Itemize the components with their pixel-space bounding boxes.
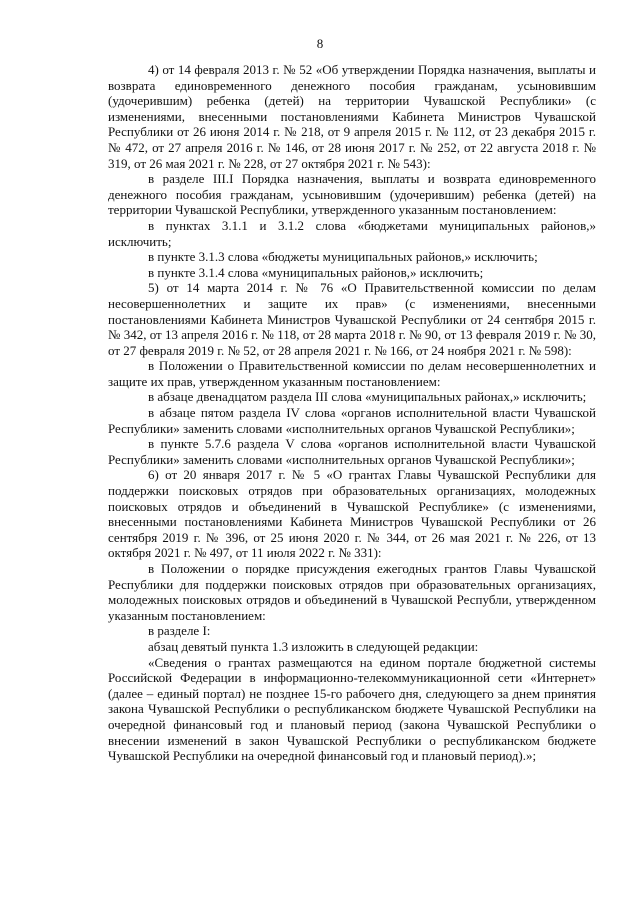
paragraph: 4) от 14 февраля 2013 г. № 52 «Об утверждении Порядка назначения, выплаты и возврата единовременного денежного пособия гражданам, усыновившим (удочерившим) ребенка (детей) на территории Чувашской Республики» (с изменениями, внесенными постановлениями Кабинета Министров Чувашской Республики от 26 июня 2014 г. № 218, от 9 апреля 2015 г. № 112, от 23 декабря 2015 г. № 472, от 27 апреля 2016 г. № 146, от 28 июня 2017 г. № 252, от 22 августа 2018 г. № 319, от 26 мая 2021 г. № 228, от 27 октября 2021 г. № 543): xyxy=(108,62,596,171)
paragraph: «Сведения о грантах размещаются на едином портале бюджетной системы Российской Федерации в информационно-телекоммуникационной сети «Интернет» (далее – единый портал) не позднее 15-го рабочего дня, следующего за днем принятия закона Чувашской Республики о республиканском бюджете Чувашской Республики на очередной финансовый год и плановый период (закона Чувашской Республики о внесении изменений в закон Чувашской Республики о республиканском бюджете Чувашской Республики на очередной финансовый год и плановый период).»; xyxy=(108,654,596,764)
paragraph: в Положении о порядке присуждения ежегодных грантов Главы Чувашской Республики для поддержки поисковых отрядов при образовательных организациях, молодежных поисковых отрядов и объединений в Чувашской Республи, утвержденном указанным постановлением: xyxy=(108,561,596,623)
paragraph: 5) от 14 марта 2014 г. № 76 «О Правительственной комиссии по делам несовершеннолетних и защите их прав» (с изменениями, внесенными постановлениями Кабинета Министров Чувашской Республики от 24 сентября 2015 г. № 342, от 13 апреля 2016 г. № 118, от 28 марта 2018 г. № 90, от 13 февраля 2019 г. № 30, от 27 февраля 2019 г. № 52, от 28 апреля 2021 г. № 166, от 24 ноября 2021 г. № 598): xyxy=(108,280,596,358)
paragraph: в пункте 3.1.4 слова «муниципальных районов,» исключить; xyxy=(148,264,484,280)
paragraph: в абзаце пятом раздела IV слова «органов исполнительной власти Чувашской Республики» заменить словами «исполнительных органов Чувашской Республики»; xyxy=(108,405,596,436)
paragraph: в пункте 3.1.3 слова «бюджеты муниципальных районов,» исключить; xyxy=(148,249,538,265)
paragraph: в пункте 5.7.6 раздела V слова «органов исполнительной власти Чувашской Республики» заменить словами «исполнительных органов Чувашской Республики»; xyxy=(108,436,596,467)
document-body xyxy=(108,62,596,764)
paragraph: в пунктах 3.1.1 и 3.1.2 слова «бюджетами муниципальных районов,» исключить; xyxy=(108,217,596,249)
paragraph: в разделе III.I Порядка назначения, выплаты и возврата единовременного денежного пособия гражданам, усыновившим (удочерившим) ребенка (детей) на территории Чувашской Республики, утвержденного указанным постановлением: xyxy=(108,171,596,218)
paragraph: 6) от 20 января 2017 г. № 5 «О грантах Главы Чувашской Республики для поддержки поисковых отрядов при образовательных организациях, молодежных поисковых отрядов и объединений в Чувашской Республике» (с изменениями, внесенными постановлениями Кабинета Министров Чувашской Республики от 26 сентября 2019 г. № 396, от 25 июня 2020 г. № 344, от 26 мая 2021 г. № 226, от 13 октября 2021 г. № 497, от 11 июля 2022 г. № 331): xyxy=(108,467,596,561)
page-number: 8 xyxy=(316,36,324,51)
paragraph: абзац девятый пункта 1.3 изложить в следующей редакции: xyxy=(148,638,479,654)
paragraph: в абзаце двенадцатом раздела III слова «муниципальных районах,» исключить; xyxy=(148,389,587,405)
paragraph: в разделе I: xyxy=(148,623,211,639)
paragraph: в Положении о Правительственной комиссии по делам несовершеннолетних и защите их прав, утвержденном указанным постановлением: xyxy=(108,358,596,389)
